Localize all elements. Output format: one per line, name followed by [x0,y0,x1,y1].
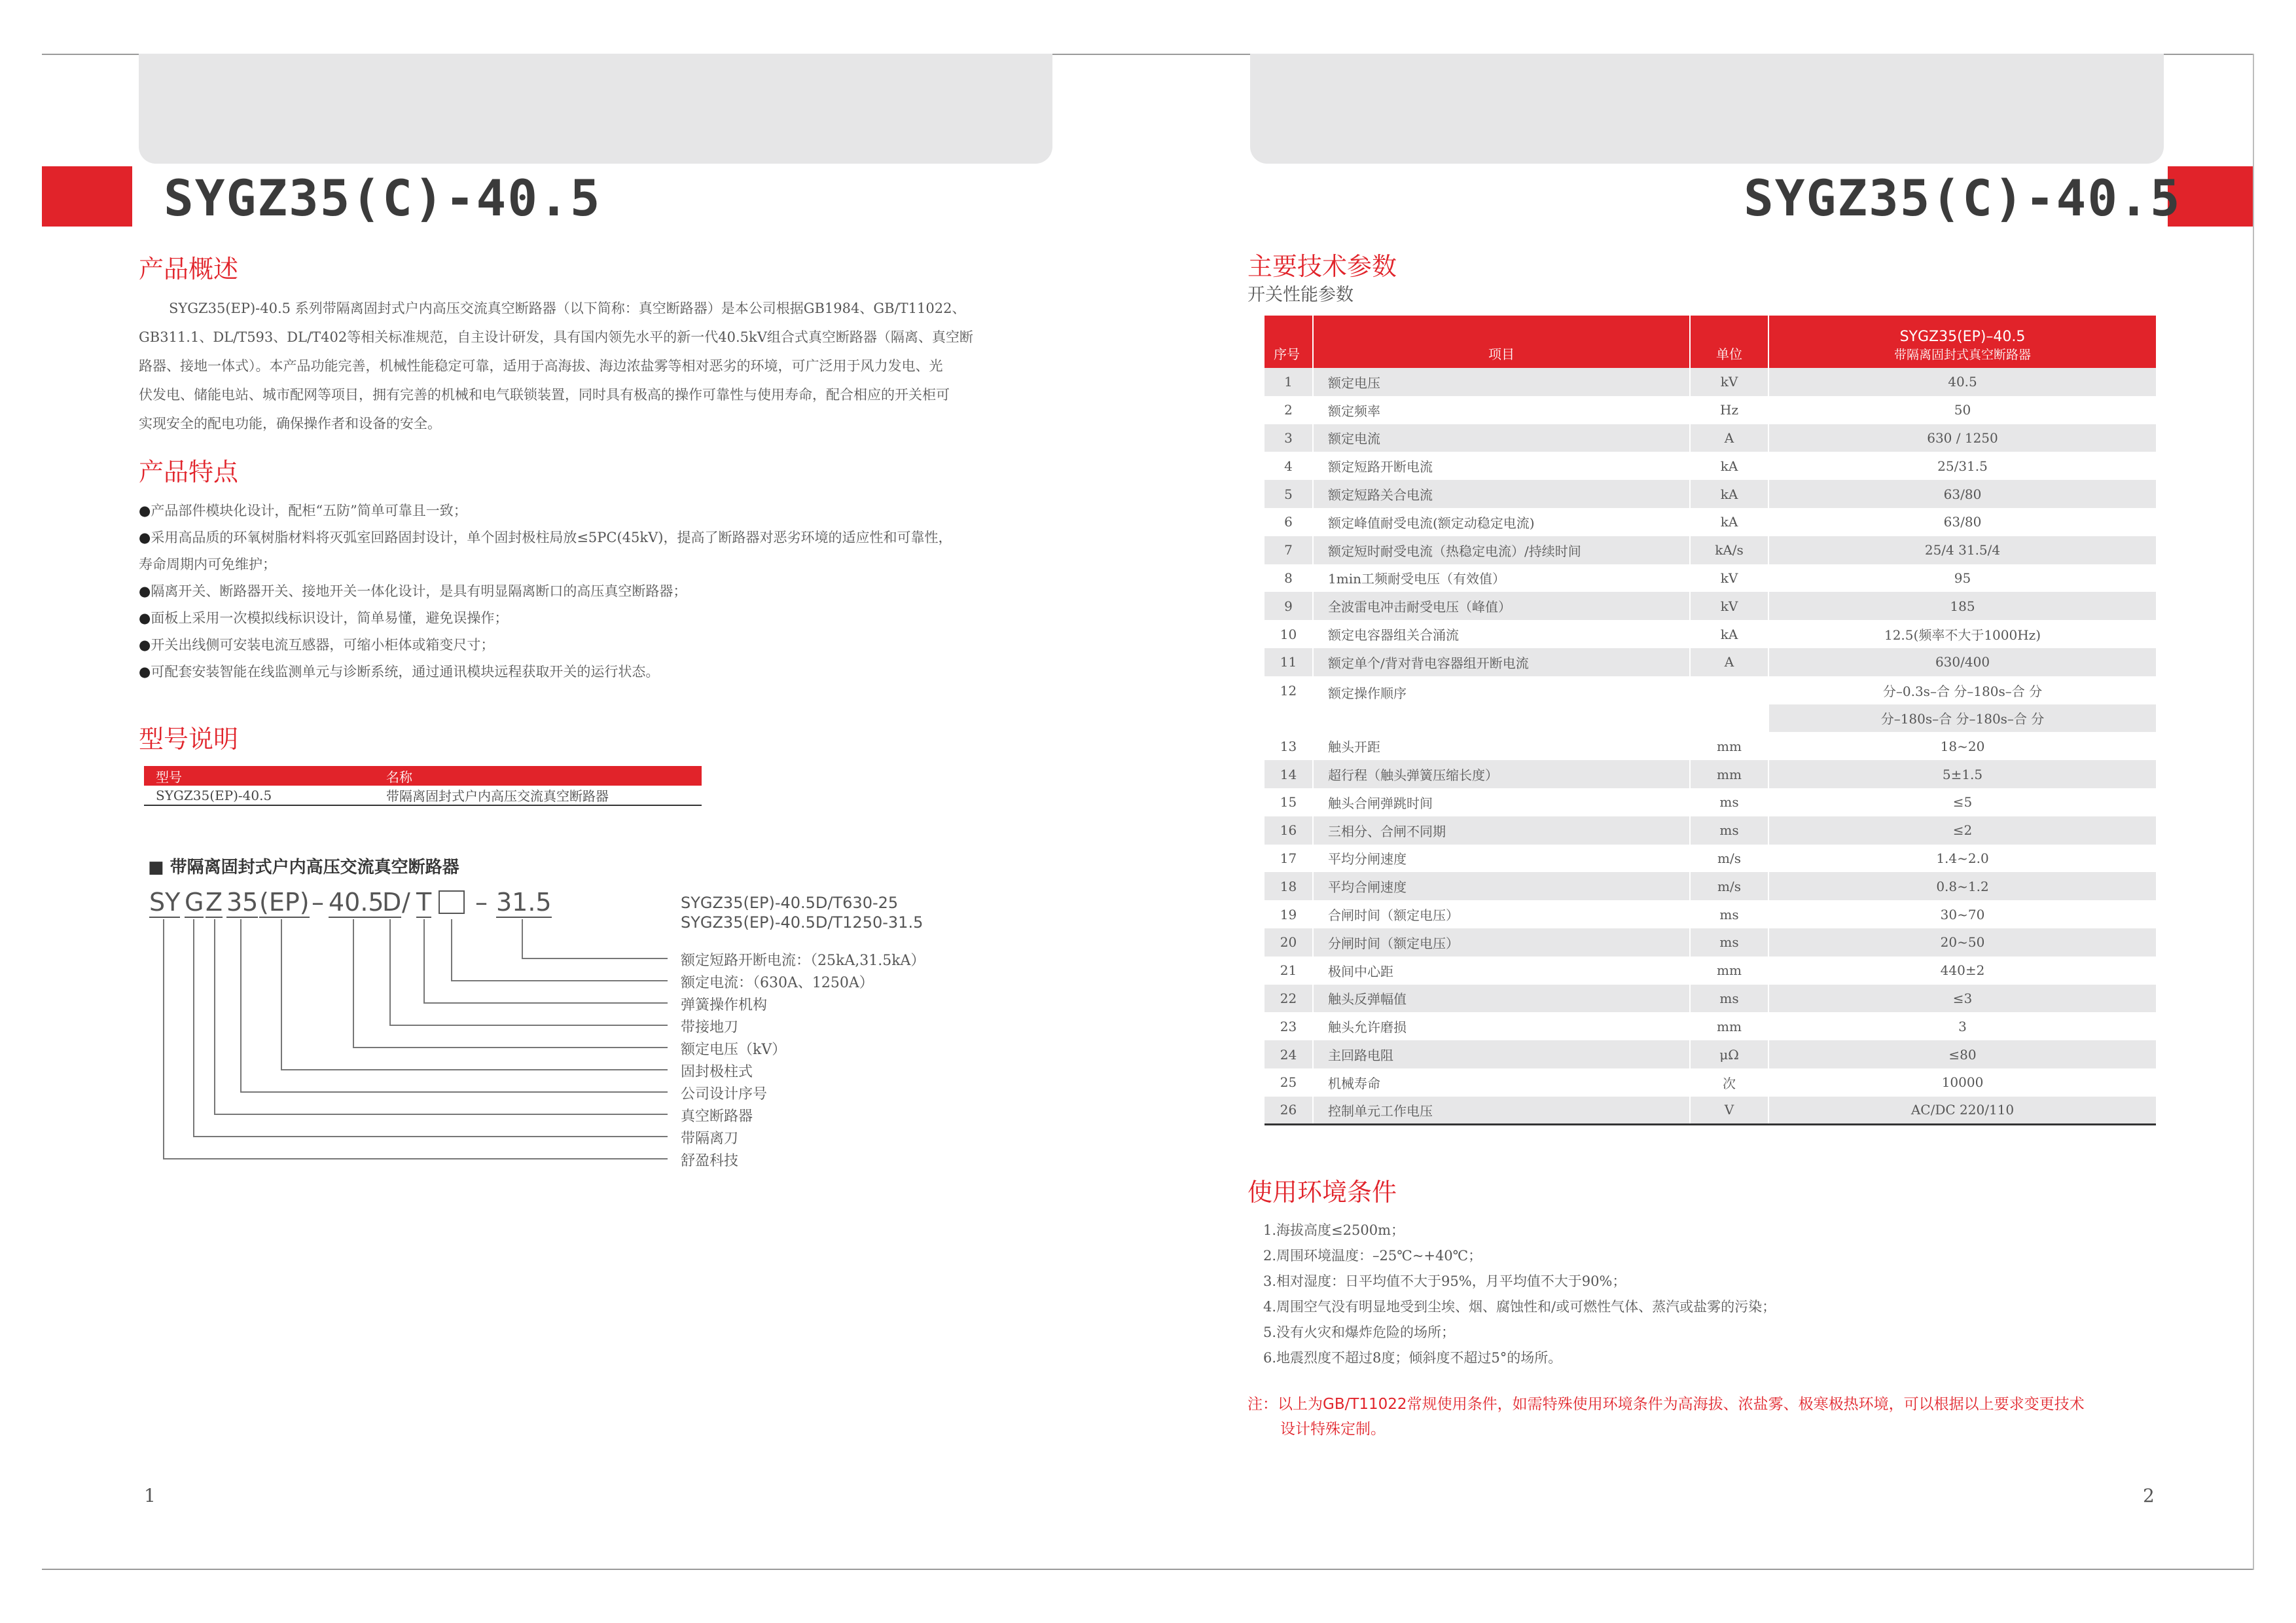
cell-no: 7 [1265,536,1313,564]
cell-item: 触头合闸弹跳时间 [1313,788,1690,816]
cell-no: 8 [1265,564,1313,593]
code-part-ep: (EP) [259,888,310,917]
code-example: SYGZ35(EP)-40.5D/T1250-31.5 [681,913,924,932]
cell-no: 24 [1265,1040,1313,1068]
cell-value: 分–0.3s–合 分–180s–合 分 [1768,676,2156,704]
cell-item: 控制单元工作电压 [1313,1097,1690,1125]
cell-item: 额定电流 [1313,424,1690,452]
bullet-icon: ● [139,530,151,545]
cell-value: 25/4 31.5/4 [1768,536,2156,564]
legend-item: 额定电压（kV） [681,1042,787,1058]
env-item: 1.海拔高度≤2500m； [1263,1222,1405,1238]
cell-value: AC/DC 220/110 [1768,1097,2156,1125]
col-header-value [1768,316,2156,368]
table-row [1265,872,2156,900]
cell-unit: kA [1690,452,1768,480]
table-row [1265,620,2156,648]
params-heading: 主要技术参数 [1247,252,1397,281]
cell-no: 5 [1265,480,1313,508]
code-part-z: Z [206,888,223,917]
cell-no: 11 [1265,648,1313,676]
leader-line [215,919,668,1114]
cell-value: 3 [1768,1012,2156,1040]
cell-unit: A [1690,424,1768,452]
env-note-line: 设计特殊定制。 [1280,1421,1386,1438]
square-icon: ■ [148,858,164,877]
params-subheading: 开关性能参数 [1247,285,1354,305]
cell-no: 26 [1265,1097,1313,1125]
spec-table [1265,316,2156,1125]
cell-no: 18 [1265,872,1313,900]
bullet-icon: ● [139,637,151,653]
model-heading: 型号说明 [139,725,239,754]
table-row [1265,396,2156,424]
legend-item: 固封极柱式 [681,1064,753,1080]
bullet-icon: ● [139,503,151,519]
cell-unit: mm [1690,732,1768,760]
legend-item: 带隔离刀 [681,1131,739,1147]
table-row [1265,508,2156,536]
cell-value: 440±2 [1768,957,2156,985]
col-header-item: 项目 [1313,316,1690,368]
env-note [1247,1392,2085,1442]
cell-no: 6 [1265,508,1313,536]
features-heading: 产品特点 [139,458,239,486]
cell-item: 触头反弹幅值 [1313,985,1690,1013]
overview-line: 实现安全的配电功能，确保操作者和设备的安全。 [139,416,441,431]
code-part-slash: / [402,888,410,917]
cell-value: 630/400 [1768,648,2156,676]
overview-line: 路器、接地一体式）。本产品功能完善，机械性能稳定可靠，适用于高海拔、海边浓盐雾等相对恶劣的环境，可广泛用于风力发电、光 [139,358,943,374]
cell-unit: mm [1690,1012,1768,1040]
cell-value: ≤5 [1768,788,2156,816]
table-row [1265,1040,2156,1068]
cell-item: 1min工频耐受电压（有效值） [1313,564,1690,593]
right-page-title: SYGZ35(C)-40.5 [1744,169,2181,227]
cell-unit: mm [1690,760,1768,788]
cell-unit: ms [1690,928,1768,957]
table-row [1265,900,2156,928]
right-page-number: 2 [2143,1485,2155,1506]
table-row [1265,985,2156,1013]
cell-value: 20~50 [1768,928,2156,957]
feature-item-continuation: 寿命周期内可免维护； [139,556,276,572]
cell-value: 50 [1768,396,2156,424]
cell-no: 23 [1265,1012,1313,1040]
cell-unit: kA [1690,620,1768,648]
code-part-dash1: – [312,888,324,917]
cell-no: 20 [1265,928,1313,957]
cell-item: 三相分、合闸不同期 [1313,816,1690,845]
cell-unit: kA [1690,508,1768,536]
bullet-icon: ● [139,610,151,626]
cell-value: 63/80 [1768,480,2156,508]
env-note-line: 注：以上为GB/T11022常规使用条件，如需特殊使用环境条件为高海拔、浓盐雾、极寒极热环境，可以根据以上要求变更技术 [1247,1396,2085,1413]
env-item: 3.相对湿度：日平均值不大于95%，月平均值不大于90%； [1263,1273,1626,1289]
cell-value: 12.5(频率不大于1000Hz) [1768,620,2156,648]
feature-item: ●采用高品质的环氧树脂材料将灭弧室回路固封设计，单个固封极柱局放≤5PC(45kV)，提高了断路器对恶劣环境的适应性和可靠性， [139,530,952,545]
cell-item: 额定电容器组关合涌流 [1313,620,1690,648]
cell-value: 630 / 1250 [1768,424,2156,452]
env-item: 6.地震烈度不超过8度；倾斜度不超过5°的场所。 [1263,1350,1562,1366]
bullet-icon: ● [139,583,151,599]
cell-unit: μΩ [1690,1040,1768,1068]
overview-heading: 产品概述 [139,255,239,283]
table-row [1265,928,2156,957]
cell-no: 4 [1265,452,1313,480]
leader-line [452,919,668,981]
cell-unit: ms [1690,816,1768,845]
leader-line [390,919,668,1025]
code-title-text: 带隔离固封式户内高压交流真空断路器 [170,858,459,877]
cell-unit: 次 [1690,1068,1768,1097]
cell-value: ≤80 [1768,1040,2156,1068]
bullet-icon: ● [139,664,151,680]
cell-item: 触头开距 [1313,732,1690,760]
cell-unit: kV [1690,368,1768,396]
cell-no: 17 [1265,845,1313,873]
cell-item: 极间中心距 [1313,957,1690,985]
table-row [1265,424,2156,452]
feature-item: ●产品部件模块化设计，配柜“五防”简单可靠且一致； [139,503,467,519]
table-row [1265,845,2156,873]
cell-no: 12 [1265,676,1313,733]
cell-unit: kV [1690,592,1768,620]
name-cell: 带隔离固封式户内高压交流真空断路器 [374,786,702,805]
feature-item: ●隔离开关、断路器开关、接地开关一体化设计，是具有明显隔离断口的高压真空断路器； [139,583,687,599]
cell-item: 合闸时间（额定电压） [1313,900,1690,928]
cell-value: 40.5 [1768,368,2156,396]
code-example: SYGZ35(EP)-40.5D/T630-25 [681,894,899,912]
cell-item: 额定短时耐受电流（热稳定电流）/持续时间 [1313,536,1690,564]
table-row [1265,480,2156,508]
table-row [1265,1012,2156,1040]
cell-item: 分闸时间（额定电压） [1313,928,1690,957]
cell-no: 16 [1265,816,1313,845]
legend-item: 带接地刀 [681,1019,739,1036]
leader-line [424,919,668,1003]
col-header-no: 序号 [1265,316,1313,368]
leader-line [522,919,668,958]
cell-no: 10 [1265,620,1313,648]
legend-item: 弹簧操作机构 [681,997,768,1013]
feature-item: ●面板上采用一次模拟线标识设计，简单易懂，避免误操作； [139,610,509,626]
legend-item: 真空断路器 [681,1108,753,1125]
cell-value: 63/80 [1768,508,2156,536]
cell-value: 0.8~1.2 [1768,872,2156,900]
cell-value: 185 [1768,592,2156,620]
cell-value: 18~20 [1768,732,2156,760]
cell-unit: V [1690,1097,1768,1125]
env-item: 5.没有火灾和爆炸危险的场所； [1263,1324,1456,1340]
code-part-31-5: 31.5 [496,888,552,917]
cell-no: 21 [1265,957,1313,985]
overview-line: SYGZ35(EP)-40.5 系列带隔离固封式户内高压交流真空断路器（以下简称：真空断路器）是本公司根据GB1984、GB/T11022、 [169,301,966,316]
cell-item: 额定单个/背对背电容器组开断电流 [1313,648,1690,676]
cell-unit: ms [1690,788,1768,816]
legend-item: 公司设计序号 [681,1086,768,1103]
cell-no: 9 [1265,592,1313,620]
table-row [1265,732,2156,760]
model-col-header: 型号 [144,766,374,786]
table-row [1265,452,2156,480]
cell-item: 主回路电阻 [1313,1040,1690,1068]
cell-item: 全波雷电冲击耐受电压（峰值） [1313,592,1690,620]
overview-line: 伏发电、储能电站、城市配网等项目，拥有完善的机械和电气联锁装置，同时具有极高的操作可靠性与使用寿命，配合相应的开关柜可 [139,387,950,403]
table-row [1265,592,2156,620]
cell-unit: ms [1690,900,1768,928]
cell-value: 分–180s–合 分–180s–合 分 [1768,704,2156,733]
env-item: 2.周围环境温度：–25℃~+40℃； [1263,1248,1482,1264]
leader-line [194,919,668,1137]
cell-unit: ms [1690,985,1768,1013]
table-row [1265,957,2156,985]
cell-no: 22 [1265,985,1313,1013]
cell-unit: A [1690,648,1768,676]
name-col-header: 名称 [374,766,702,786]
code-part-t: T [416,888,432,917]
env-item: 4.周围空气没有明显地受到尘埃、烟、腐蚀性和/或可燃性气体、蒸汽或盐雾的污染； [1263,1299,1776,1315]
cell-no: 3 [1265,424,1313,452]
right-header-banner [1250,54,2164,164]
cell-unit: m/s [1690,845,1768,873]
col-header-unit: 单位 [1690,316,1768,368]
cell-value: 5±1.5 [1768,760,2156,788]
cell-no: 2 [1265,396,1313,424]
cell-no: 15 [1265,788,1313,816]
feature-item: ●开关出线侧可安装电流互感器，可缩小柜体或箱变尺寸； [139,637,495,653]
table-row [1265,1068,2156,1097]
cell-no: 14 [1265,760,1313,788]
leader-line [164,919,668,1159]
leader-line [241,919,668,1092]
cell-no: 19 [1265,900,1313,928]
cell-item: 额定操作顺序 [1313,676,1690,733]
cell-unit [1690,676,1768,733]
left-page-title: SYGZ35(C)-40.5 [164,169,601,227]
cell-value: 1.4~2.0 [1768,845,2156,873]
cell-unit: Hz [1690,396,1768,424]
cell-item: 机械寿命 [1313,1068,1690,1097]
env-list [1263,1218,1776,1371]
cell-unit: kA [1690,480,1768,508]
cell-value: ≤3 [1768,985,2156,1013]
cell-value: 95 [1768,564,2156,593]
cell-no: 1 [1265,368,1313,396]
cell-item: 额定峰值耐受电流(额定动稳定电流) [1313,508,1690,536]
cell-value: ≤2 [1768,816,2156,845]
model-cell: SYGZ35(EP)-40.5 [144,786,374,805]
cell-item: 额定短路关合电流 [1313,480,1690,508]
code-part-d: D [382,888,402,917]
code-part-sy: SY [149,888,181,917]
cell-unit: kV [1690,564,1768,593]
cell-unit: m/s [1690,872,1768,900]
cell-unit: kA/s [1690,536,1768,564]
cell-item: 额定短路开断电流 [1313,452,1690,480]
cell-item: 触头允许磨损 [1313,1012,1690,1040]
col-header-value-model: SYGZ35(EP)–40.5 [1899,329,2026,345]
table-row [1265,368,2156,396]
cell-item: 超行程（触头弹簧压缩长度） [1313,760,1690,788]
cell-item: 平均分闸速度 [1313,845,1690,873]
cell-item: 额定电压 [1313,368,1690,396]
cell-item: 额定频率 [1313,396,1690,424]
cell-no: 13 [1265,732,1313,760]
legend-item: 额定短路开断电流：（25kA,31.5kA） [681,953,925,969]
legend-item: 舒盈科技 [681,1153,739,1169]
feature-item: ●可配套安装智能在线监测单元与诊断系统，通过通讯模块远程获取开关的运行状态。 [139,664,660,680]
code-part-dash2: – [475,888,488,917]
cell-item: 平均合闸速度 [1313,872,1690,900]
table-row [1265,760,2156,788]
col-header-value-desc: 带隔离固封式真空断路器 [1893,348,2031,362]
table-row [1265,564,2156,593]
table-row [1265,676,2156,704]
table-row [1265,1097,2156,1125]
table-row [1265,816,2156,845]
code-part-g: G [185,888,204,917]
cell-value: 25/31.5 [1768,452,2156,480]
cell-value: 10000 [1768,1068,2156,1097]
code-part-35: 35 [226,888,259,917]
overview-line: GB311.1、DL/T593、DL/T402等相关标准规范，自主设计研发，具有国内领先水平的新一代40.5kV组合式真空断路器（隔离、真空断 [139,329,973,345]
cell-no: 25 [1265,1068,1313,1097]
cell-unit: mm [1690,957,1768,985]
table-row [1265,788,2156,816]
left-page-number: 1 [144,1485,156,1506]
table-row [1265,648,2156,676]
env-heading: 使用环境条件 [1247,1178,1397,1207]
cell-value: 30~70 [1768,900,2156,928]
code-part-40-5: 40.5 [329,888,384,917]
legend-item: 额定电流：（630A、1250A） [681,975,874,991]
table-row [1265,536,2156,564]
leader-line [353,919,668,1048]
